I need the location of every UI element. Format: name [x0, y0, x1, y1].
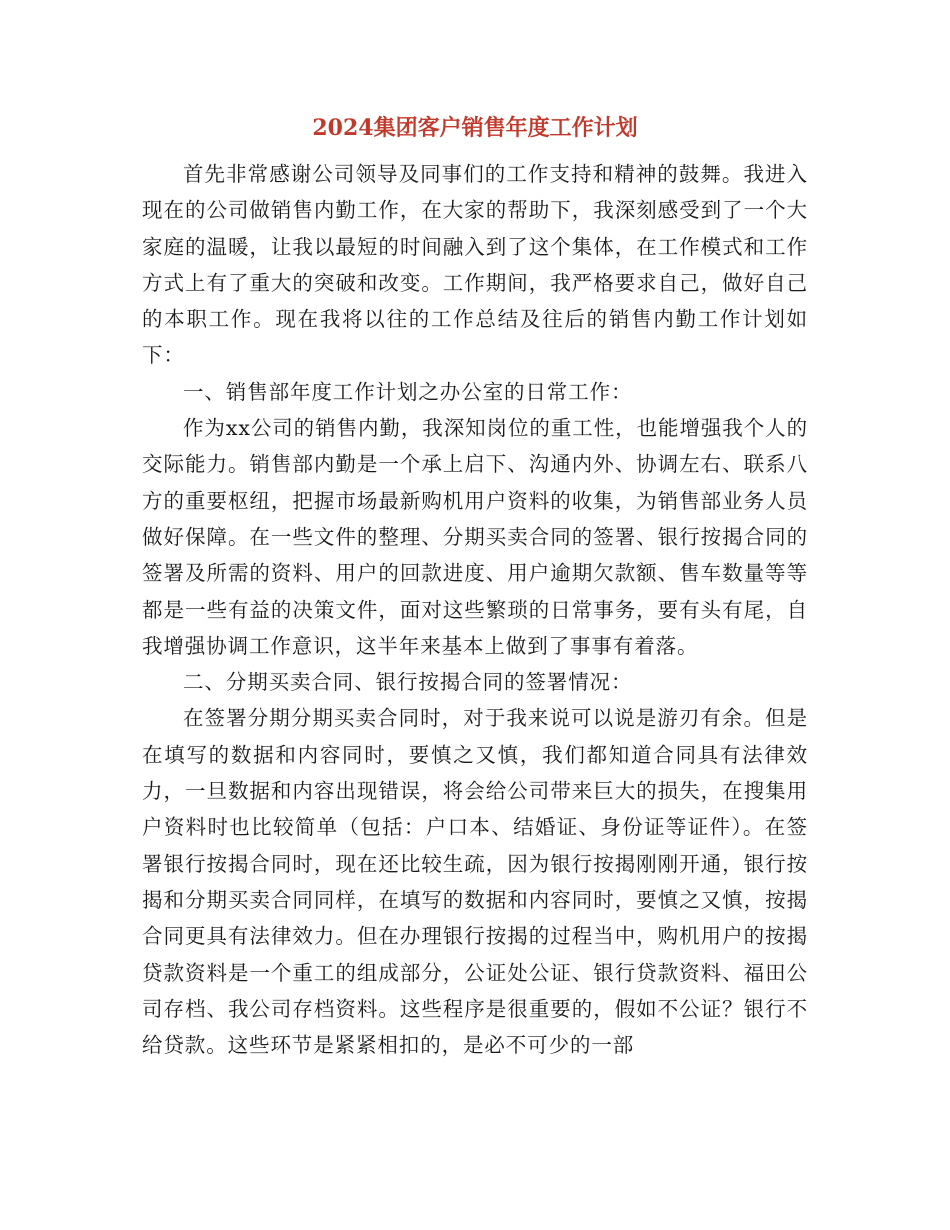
paragraph-intro: 首先非常感谢公司领导及同事们的工作支持和精神的鼓舞。我进入现在的公司做销售内勤工作，在大家的帮助下，我深刻感受到了一个大家庭的温暖，让我以最短的时间融入到了这个集体，在工作模式和工作方式上有了重大的突破和改变。工作期间，我严格要求自己，做好自己的本职工作。现在我将以往的工作总结及往后的销售内勤工作计划如下： [142, 162, 808, 368]
section-heading-2: 二、分期买卖合同、银行按揭合同的签署情况： [183, 670, 633, 695]
document-body [142, 156, 808, 1063]
paragraph-contracts: 在签署分期分期买卖合同时，对于我来说可以说是游刃有余。但是在填写的数据和内容同时，要慎之又慎，我们都知道合同具有法律效力，一旦数据和内容出现错误，将会给公司带来巨大的损失，在搜集用户资料时也比较简单（包括：户口本、结婚证、身份证等证件）。在签署银行按揭合同时，现在还比较生疏，因为银行按揭刚刚开通，银行按揭和分期买卖合同同样，在填写的数据和内容同时，要慎之又慎，按揭合同更具有法律效力。但在办理银行按揭的过程当中，购机用户的按揭贷款资料是一个重工的组成部分，公证处公证、银行贷款资料、福田公司存档、我公司存档资料。这些程序是很重要的，假如不公证？银行不给贷款。这些环节是紧紧相扣的，是必不可少的一部 [142, 706, 808, 1058]
section-heading-1: 一、销售部年度工作计划之办公室的日常工作： [183, 379, 633, 404]
paragraph-daily-work: 作为xx公司的销售内勤，我深知岗位的重工性，也能增强我个人的交际能力。销售部内勤是一个承上启下、沟通内外、协调左右、联系八方的重要枢纽，把握市场最新购机用户资料的收集，为销售部业务人员做好保障。在一些文件的整理、分期买卖合同的签署、银行按揭合同的签署及所需的资料、用户的回款进度、用户逾期欠款额、售车数量等等都是一些有益的决策文件，面对这些繁琐的日常事务，要有头有尾，自我增强协调工作意识，这半年来基本上做到了事事有着落。 [142, 416, 808, 658]
document-title: 2024集团客户销售年度工作计划 [312, 115, 638, 141]
